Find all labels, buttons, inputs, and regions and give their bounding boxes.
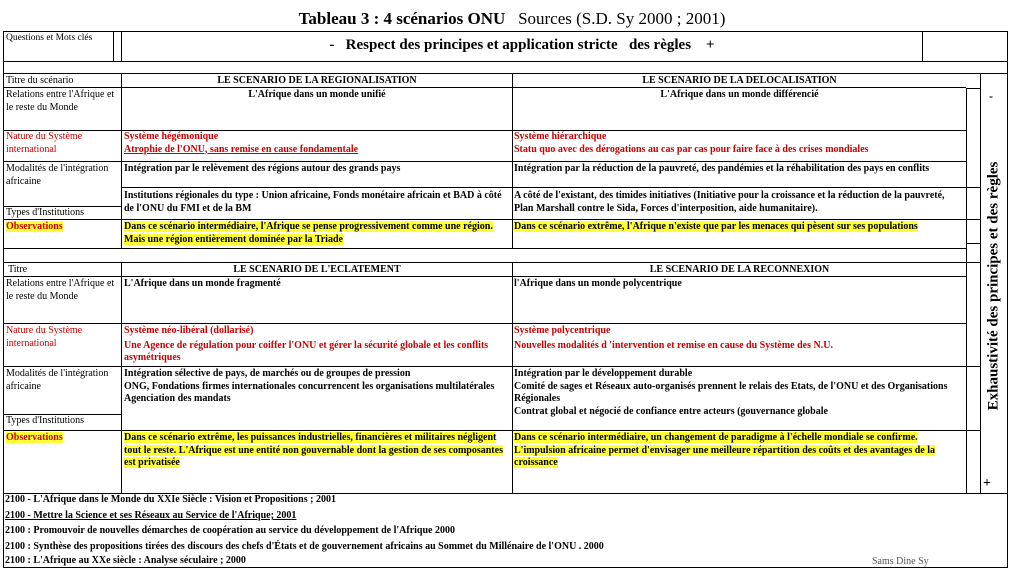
- relations-regionalisation: L'Afrique dans un monde unifié: [248, 89, 386, 100]
- scenario-regionalisation-title: LE SCENARIO DE LA REGIONALISATION: [217, 75, 417, 86]
- nature-eclatement-system: Système néo-libéral (dollarisé): [124, 325, 254, 336]
- label-titre: Titre: [8, 264, 28, 275]
- nature-eclatement-detail: Une Agence de régulation pour coiffer l'ONU et gérer la sécurité globale et les conflits asymétriques: [124, 339, 489, 363]
- scenario-eclatement-title: LE SCENARIO DE L'ECLATEMENT: [233, 264, 401, 275]
- relations-eclatement: L'Afrique dans un monde fragmenté: [124, 278, 281, 289]
- reference-3: 2100 : Promouvoir de nouvelles démarches de coopération au service du développement de l'Afrique 2000: [5, 525, 455, 536]
- label-types-2: Types d'Institutions: [6, 415, 85, 426]
- table-sources: Sources (S.D. Sy 2000 ; 2001): [518, 9, 726, 28]
- label-modalites-1: Modalités de l'intégration africaine: [6, 163, 109, 187]
- obs-eclatement: Dans ce scénario extrême, les puissances industrielles, financières et militaires négligent tout le reste. L'Afrique est une entité non gouvernable dont la gestion de ses composantes est privatisée: [124, 432, 503, 468]
- label-relations-1: Relations entre l'Afrique et le reste du Monde: [6, 89, 115, 113]
- label-relations-2: Relations entre l'Afrique et le reste du Monde: [6, 278, 115, 302]
- reference-4: 2100 : Synthèse des propositions tirées des discours des chefs d'États et de gouvernement africains au Sommet du Millénaire de l'ONU . 2000: [5, 541, 604, 552]
- obs-regionalisation: Dans ce scénario intermédiaire, l'Afrique se pense progressivement comme une région. Mais une région entièrement dominée par la Triade: [124, 221, 493, 245]
- scenario-delocalisation-title: LE SCENARIO DE LA DELOCALISATION: [642, 75, 837, 86]
- document-title: [0, 9, 1024, 29]
- side-plus: +: [983, 477, 991, 491]
- nature-eclatement: [124, 325, 512, 365]
- questions-header: Questions et Mots clés: [6, 33, 93, 43]
- side-minus: -: [989, 90, 993, 103]
- relations-delocalisation: L'Afrique dans un monde différencié: [660, 89, 819, 100]
- table-title: Tableau 3 : 4 scénarios ONU: [298, 9, 506, 28]
- types-reconnexion-text: Comité de sages et Réseaux auto-organisés prennent le relais des Etats, de l'ONU et des Organisations Régionales: [514, 380, 948, 404]
- types-eclatement-text: ONG, Fondations firmes internationales concurrencent les organisations multilatérales: [124, 380, 495, 392]
- nature-reconnexion-system: Système polycentrique: [514, 325, 611, 336]
- types-regionalisation: Institutions régionales du type : Union africaine, Fonds monétaire africain et BAD à côté de l'ONU du FMI et de la BM: [124, 190, 502, 214]
- label-types-1: Types d'Institutions: [6, 207, 85, 218]
- author-signature: Sams Dine Sy: [872, 556, 929, 567]
- label-observations-2: Observations: [6, 432, 63, 443]
- side-vertical-label: Exhaustivité des principes et des règles: [985, 161, 1002, 410]
- nature-delocalisation-system: Système hiérarchique: [514, 131, 607, 142]
- label-nature-1: Nature du Système international: [6, 131, 83, 155]
- reference-2: 2100 - Mettre la Science et ses Réseaux au Service de l'Afrique; 2001: [5, 510, 297, 521]
- nature-delocalisation: [514, 131, 966, 156]
- scenario-reconnexion-title: LE SCENARIO DE LA RECONNEXION: [649, 264, 830, 275]
- obs-delocalisation: Dans ce scénario extrême, l'Afrique n'existe que par les menaces qui pèsent sur ses populations: [514, 221, 918, 232]
- modalites-delocalisation: Intégration par la réduction de la pauvreté, des pandémies et la réhabilitation des pays en conflits: [514, 163, 930, 174]
- nature-regionalisation: [124, 131, 512, 156]
- nature-delocalisation-detail: Statu quo avec des dérogations au cas par cas pour faire face à des crises mondiales: [514, 143, 869, 155]
- nature-reconnexion-detail: Nouvelles modalités d 'intervention et remise en cause du Système des N.U.: [514, 339, 833, 351]
- relations-reconnexion: l'Afrique dans un monde polycentrique: [514, 278, 682, 289]
- reference-1: 2100 - L'Afrique dans le Monde du XXIe Siècle : Vision et Propositions ; 2001: [5, 494, 336, 505]
- nature-regionalisation-system: Système hégémonique: [124, 131, 219, 142]
- reference-5: 2100 : L'Afrique au XXe siècle : Analyse séculaire ; 2000: [5, 555, 246, 566]
- nature-regionalisation-detail: Atrophie de l'ONU, sans remise en cause fondamentale: [124, 143, 359, 155]
- label-nature-2: Nature du Système international: [6, 325, 83, 349]
- respect-header: - Respect des principes et application stricte des règles +: [329, 37, 715, 53]
- obs-reconnexion: Dans ce scénario intermédiaire, un changement de paradigme à l'échelle mondiale se confirme. L'impulsion africaine permet d'envisager une meilleure répartition des coûts et des avantages de la croissance: [514, 432, 935, 468]
- modalites-reconnexion: [514, 368, 966, 418]
- label-modalites-2: Modalités de l'intégration africaine: [6, 368, 109, 392]
- types-reconnexion-contrat: Contrat global et négocié de confiance entre acteurs (gouvernance globale: [514, 405, 828, 417]
- types-eclatement-mandats: Agenciation des mandats: [124, 393, 231, 404]
- types-delocalisation: A côté de l'existant, des timides initiatives (Initiative pour la croissance et la réduction de la pauvreté, Plan Marshall contre le Sida, Forces d'interposition, aide humanitaire).: [514, 190, 945, 214]
- modalites-reconnexion-text: Intégration par le développement durable: [514, 368, 693, 379]
- label-observations-1: Observations: [6, 221, 63, 232]
- modalites-regionalisation: Intégration par le relèvement des régions autour des grands pays: [124, 163, 401, 174]
- modalites-eclatement-text: Intégration sélective de pays, de marchés ou de groupes de pression: [124, 368, 411, 379]
- nature-reconnexion: [514, 325, 966, 352]
- label-titre-scenario: Titre du scénario: [6, 75, 74, 86]
- modalites-eclatement: [124, 368, 512, 406]
